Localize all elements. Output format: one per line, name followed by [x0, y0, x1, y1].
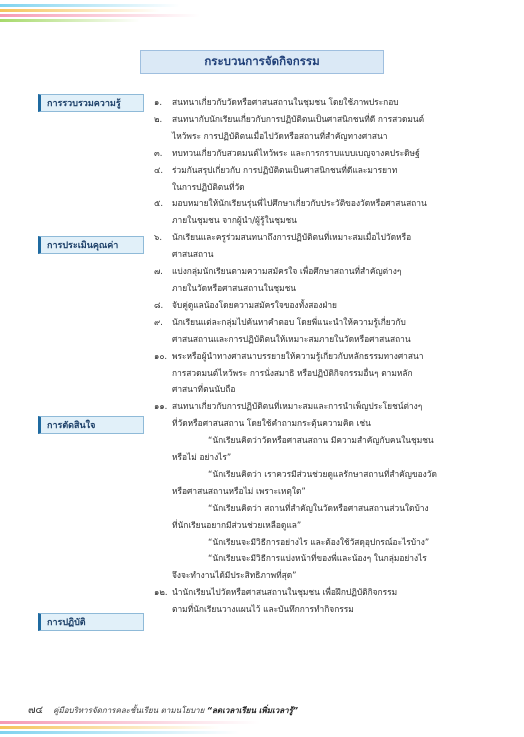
step-6 — [154, 229, 494, 263]
step-4 — [154, 162, 494, 196]
tag-decision: การตัดสินใจ — [38, 416, 144, 434]
step-text: สนทนาเกี่ยวกับวัดหรือศาสนสถานในชุมชน โดยใช้ภาพประกอบ — [172, 97, 399, 107]
stripe-2 — [0, 9, 160, 12]
page-number: ๗๔ — [28, 705, 44, 716]
step-text: ศาสนาที่ตนนับถือ — [172, 384, 236, 395]
step-text: นำนักเรียนไปวัดหรือศาสนสถานในชุมชน เพื่อฝึกปฏิบัติกิจกรรม — [172, 587, 398, 598]
guiding-question-cont: หรือไม่ อย่างไร” — [172, 452, 232, 463]
step-text: นักเรียนและครูร่วมสนทนาถึงการปฏิบัติตนที่เหมาะสมเมื่อไปวัดหรือ — [172, 232, 412, 243]
step-text: พระหรือผู้นำทางศาสนาบรรยายให้ความรู้เกี่ยวกับหลักธรรมทางศาสนา — [172, 350, 424, 361]
stripe-1 — [0, 4, 180, 7]
step-12 — [154, 584, 494, 618]
bottom-decoration — [0, 717, 524, 737]
tag-practice: การปฏิบัติ — [38, 613, 144, 631]
step-text: ภายในชุมชน จากผู้นำ/ผู้รู้ในชุมชน — [172, 215, 297, 226]
step-9 — [154, 314, 494, 348]
step-text: แบ่งกลุ่มนักเรียนตามความสมัครใจ เพื่อศึกษาสถานที่สำคัญต่างๆ — [172, 266, 402, 277]
step-text: ในการปฏิบัติตนที่วัด — [172, 181, 245, 192]
top-decoration — [0, 0, 524, 28]
step-10 — [154, 348, 494, 399]
stripe-7 — [0, 731, 240, 734]
step-number: ๒. — [154, 113, 163, 124]
step-text: สนทนาเกี่ยวกับการปฏิบัติตนที่เหมาะสมและการนำเพ็ญประโยชน์ต่างๆ — [172, 401, 423, 412]
step-7 — [154, 263, 494, 297]
step-number: ๘. — [154, 299, 164, 310]
step-number: ๑๒. — [154, 587, 168, 598]
step-number: ๑๐. — [154, 350, 168, 361]
step-text: ที่วัดหรือศาสนสถาน โดยใช้คำถามกระตุ้นความคิด เช่น — [172, 418, 371, 429]
stripe-3 — [0, 14, 200, 17]
step-number: ๑. — [154, 97, 162, 107]
step-text: นักเรียนแต่ละกลุ่มไปค้นหาคำตอบ โดยพี่แนะนำให้ความรู้เกี่ยวกับ — [172, 316, 406, 327]
step-number: ๑๑. — [154, 401, 168, 412]
step-2 — [154, 111, 494, 145]
step-text: ศาสนสถาน — [172, 249, 214, 260]
guiding-question: “นักเรียนคิดว่า สถานที่สำคัญในวัดหรือศาสนสถานส่วนใดบ้าง — [208, 502, 429, 513]
guiding-question-cont: หรือศาสนสถานหรือไม่ เพราะเหตุใด” — [172, 485, 306, 496]
guiding-question: “นักเรียนคิดว่า เราควรมีส่วนช่วยดูแลรักษาสถานที่สำคัญของวัด — [208, 468, 437, 479]
step-text: ศาสนสถานและการปฏิบัติตนให้เหมาะสมภายในวัดหรือศาสนสถาน — [172, 333, 411, 344]
step-number: ๕. — [154, 198, 164, 209]
page-footer — [28, 703, 298, 718]
guiding-question: “นักเรียนจะมีวิธีการอย่างไร และต้องใช้วัสดุอุปกรณ์อะไรบ้าง” — [208, 536, 430, 547]
tag-value-assessment: การประเมินคุณค่า — [38, 236, 144, 254]
stripe-5 — [0, 721, 260, 724]
step-1 — [154, 94, 494, 111]
step-5 — [154, 195, 494, 229]
guiding-question-cont: จึงจะทำงานได้มีประสิทธิภาพที่สุด” — [172, 570, 297, 581]
step-number: ๙. — [154, 316, 163, 327]
step-text: มอบหมายให้นักเรียนรุ่นพี่ไปศึกษาเกี่ยวกับประวัติของวัดหรือศาสนสถาน — [172, 198, 427, 209]
guiding-question: “นักเรียนคิดว่าวัดหรือศาสนสถาน มีความสำคัญกับคนในชุมชน — [208, 435, 434, 446]
process-steps — [154, 94, 494, 618]
stripe-4 — [0, 19, 140, 22]
step-text: ทบทวนเกี่ยวกับสวดมนต์ไหว้พระ และการกราบแบบเบญจางคประดิษฐ์ — [172, 147, 420, 158]
step-number: ๗. — [154, 266, 163, 277]
step-8 — [154, 297, 494, 314]
step-number: ๔. — [154, 164, 164, 175]
page-title: กระบวนการจัดกิจกรรม — [140, 50, 384, 74]
step-number: ๓. — [154, 147, 163, 158]
step-3 — [154, 145, 494, 162]
step-text: การสวดมนต์ไหว้พระ การนั่งสมาธิ หรือปฏิบัติกิจกรรมอื่นๆ ตามหลัก — [172, 367, 413, 378]
step-text: ร่วมกันสรุปเกี่ยวกับ การปฏิบัติตนเป็นศาสนิกชนที่ดีและมารยาท — [172, 164, 398, 175]
stripe-6 — [0, 726, 220, 729]
tag-knowledge-gathering: การรวบรวมความรู้ — [38, 94, 144, 112]
guiding-question-cont: ที่นักเรียนอยากมีส่วนช่วยเหลือดูแล” — [172, 519, 302, 530]
guiding-question: “นักเรียนจะมีวิธีการแบ่งหน้าที่ของพี่และน้องๆ ในกลุ่มอย่างไร — [208, 553, 427, 564]
step-text: ภายในวัดหรือศาสนสถานในชุมชน — [172, 282, 297, 293]
book-name: คู่มือบริหารจัดการคละชั้นเรียน ตามนโยบาย — [53, 706, 205, 715]
step-11 — [154, 398, 494, 584]
book-title: “ลดเวลาเรียน เพิ่มเวลารู้” — [206, 706, 299, 715]
step-text: จับคู่ดูแลน้องโดยความสมัครใจของทั้งสองฝ่าย — [172, 299, 337, 310]
step-text: ตามที่นักเรียนวางแผนไว้ และบันทึกการทำกิจกรรม — [172, 604, 354, 615]
step-number: ๖. — [154, 232, 162, 243]
step-text: ไหว้พระ การปฏิบัติตนเมื่อไปวัดหรือสถานที่สำคัญทางศาสนา — [172, 130, 388, 141]
step-text: สนทนากับนักเรียนเกี่ยวกับการปฏิบัติตนเป็นศาสนิกชนที่ดี การสวดมนต์ — [172, 113, 425, 124]
